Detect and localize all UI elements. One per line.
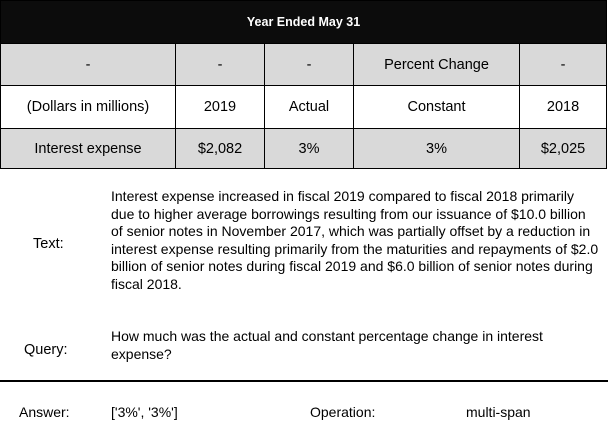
- answer-label: Answer:: [19, 404, 70, 420]
- table-cell: Actual: [265, 86, 354, 129]
- financial-table: [0, 0, 607, 169]
- table-header-row: [1, 1, 607, 44]
- table-cell: $2,082: [176, 129, 265, 169]
- table-title: Year Ended May 31: [1, 1, 607, 44]
- divider: [0, 380, 608, 382]
- answer-value: ['3%', '3%']: [111, 404, 178, 420]
- operation-value: multi-span: [466, 404, 531, 420]
- table-cell: Interest expense: [1, 129, 176, 169]
- table-cell: -: [520, 44, 607, 86]
- table-cell: -: [265, 44, 354, 86]
- table-cell: -: [1, 44, 176, 86]
- text-label: Text:: [33, 236, 64, 252]
- table-row: [1, 86, 607, 129]
- table-row: [1, 129, 607, 169]
- table-cell: Percent Change: [354, 44, 520, 86]
- table-cell: 2018: [520, 86, 607, 129]
- table-cell: 3%: [354, 129, 520, 169]
- table-cell: 3%: [265, 129, 354, 169]
- query-label: Query:: [24, 342, 68, 358]
- operation-label: Operation:: [310, 404, 376, 420]
- table-cell: Constant: [354, 86, 520, 129]
- table-cell: $2,025: [520, 129, 607, 169]
- query-text: How much was the actual and constant percentage change in interest expense?: [111, 328, 543, 362]
- table-cell: 2019: [176, 86, 265, 129]
- table-cell: -: [176, 44, 265, 86]
- table-row: [1, 44, 607, 86]
- text-paragraph: Interest expense increased in fiscal 2019 compared to fiscal 2018 primarily due to higher average borrowings resulting from our issuance of $10.0 billion of senior notes in November 2017, which was partially offset by a reduction in interest expense resulting primarily from the maturities and repayments of $2.0 billion of senior notes during fiscal 2019 and $6.0 billion of senior notes during fiscal 2018.: [111, 188, 599, 292]
- table-cell: (Dollars in millions): [1, 86, 176, 129]
